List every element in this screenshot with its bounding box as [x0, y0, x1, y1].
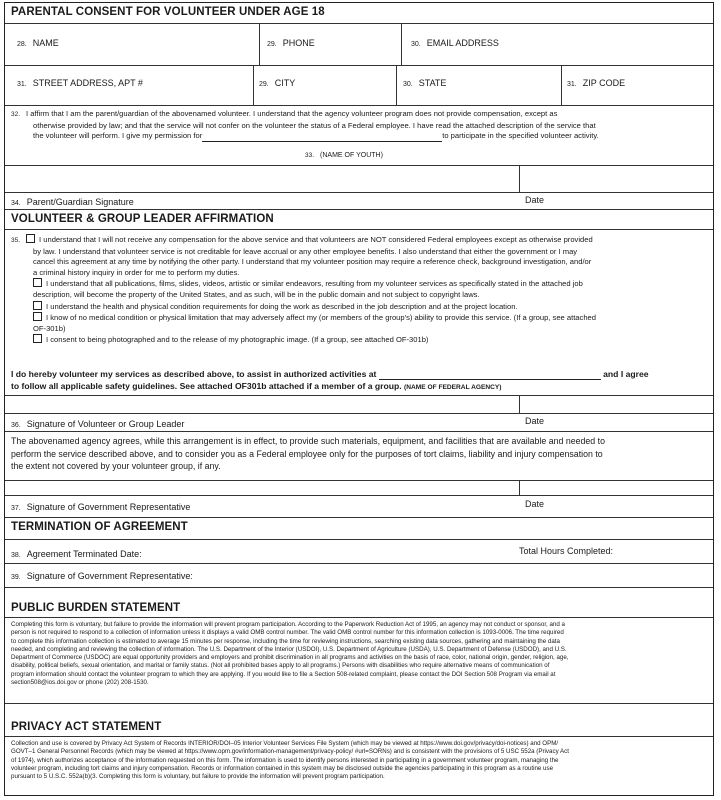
medical-checkbox[interactable] — [33, 312, 42, 321]
city-field[interactable]: 29. CITY — [259, 78, 296, 88]
phone-field[interactable]: 29. PHONE — [267, 38, 315, 48]
divider — [5, 736, 713, 737]
divider — [519, 165, 520, 192]
divider — [5, 495, 713, 496]
compensation-checkbox[interactable] — [26, 234, 35, 243]
terminated-date-field[interactable]: 38. Agreement Terminated Date: — [11, 549, 142, 559]
parent-signature-date[interactable]: Date — [525, 195, 545, 205]
divider — [5, 431, 713, 432]
agency-agreement: The abovenamed agency agrees, while this arrangement is in effect, to provide such materials, equipment, and facilities that are available and needed to perform the service described above, and to consider you as a Federal employee only for the purposes of tort claims, liability and injury compensation to the extent not covered by your volunteer group, if any. — [11, 436, 605, 471]
volunteer-affirmation-title: VOLUNTEER & GROUP LEADER AFFIRMATION — [11, 213, 274, 225]
divider — [5, 192, 713, 193]
publications-checkbox[interactable] — [33, 278, 42, 287]
termination-signature-field[interactable]: 39. Signature of Government Representative: — [11, 571, 193, 581]
email-field[interactable]: 30. EMAIL ADDRESS — [411, 38, 499, 48]
consent-form — [4, 2, 714, 796]
divider — [5, 539, 713, 540]
form-title: PARENTAL CONSENT FOR VOLUNTEER UNDER AGE 18 — [11, 6, 325, 18]
divider — [5, 395, 713, 396]
youth-name-caption: 33. (NAME OF YOUTH) — [305, 152, 383, 159]
divider — [5, 703, 713, 704]
divider — [253, 65, 254, 105]
divider — [5, 587, 713, 588]
termination-title: TERMINATION OF AGREEMENT — [11, 521, 188, 533]
government-rep-signature-date[interactable]: Date — [525, 499, 545, 509]
street-address-field[interactable]: 31. STREET ADDRESS, APT # — [17, 78, 143, 88]
divider — [561, 65, 562, 105]
public-burden-title: PUBLIC BURDEN STATEMENT — [11, 602, 181, 614]
divider — [5, 65, 713, 66]
divider — [5, 209, 713, 210]
parent-signature-field[interactable]: 34. Parent/Guardian Signature — [11, 197, 134, 207]
divider — [5, 480, 713, 481]
volunteer-signature-date[interactable]: Date — [525, 416, 545, 426]
youth-name-input[interactable] — [202, 132, 442, 142]
divider — [396, 65, 397, 105]
volunteer-statements: 35. I understand that I will not receive any compensation for the above service and that volunteers are NOT considered Federal employees except as otherwise provided by law. I understand that volunteer service is not creditable for leave accrual or any other employee benefits. I also understand that either the government or I may cancel this agreement at any time by notifying the other party. I understand that my volunteer position may require a reference check, background investigation, and/or a criminal history inquiry in order for me to perform my duties. I understand that all publications, films, slides, videos, artistic or similar endeavors, resulting from my volunteer services as specifically stated in the attached job description, will become the property of the United States, and as such, will be in the public domain and not subject to copyright laws. I understand the health and physical condition requirements for doing the work as described in the job description and at the project location. I know of no medical condition or physical limitation that may adversely affect my (or members of the group's) ability to provide this service. (If a group, see attached OF-301b) I consent to being photographed and to the release of my photographic image. (If a group, see attached OF-301b) — [11, 235, 597, 345]
volunteer-signature-field[interactable]: 36. Signature of Volunteer or Group Leader — [11, 419, 185, 429]
divider — [519, 395, 520, 413]
divider — [5, 105, 713, 106]
divider — [401, 23, 402, 65]
federal-agency-input[interactable] — [379, 370, 601, 380]
divider — [5, 23, 713, 24]
privacy-act-title: PRIVACY ACT STATEMENT — [11, 721, 162, 733]
parent-affirmation: 32. I affirm that I am the parent/guardian of the abovenamed volunteer. I understand that the agency volunteer program does not provide compensation, except as otherwise provided by law; and that the service will not confer on the volunteer the status of a Federal employee. I have read the attached description of the service that the volunteer will perform. I give my permission for to participate in the specified volunteer activity. — [11, 109, 599, 141]
state-field[interactable]: 30. STATE — [403, 78, 447, 88]
health-checkbox[interactable] — [33, 301, 42, 310]
total-hours-field[interactable]: Total Hours Completed: — [519, 546, 614, 556]
photograph-checkbox[interactable] — [33, 334, 42, 343]
government-rep-signature-field[interactable]: 37. Signature of Government Representative — [11, 502, 191, 512]
divider — [5, 563, 713, 564]
privacy-act-text: Collection and use is covered by Privacy Act System of Records INTERIOR/DOI–05 Interior Volunteer Services File System (which may be viewed at https://www.doi.gov/privacy/doi-notices) and OPM/ GOVT–1 General Personnel Records (which may be viewed at https://www.opm.gov/information-management/privacy-policy/ #url=SORNs) and is consistent with the provisions of 5 USC 552a (Privacy Act of 1974), which authorizes acceptance of the information requested on this form. The information is used to identify persons interested in participating in a government volunteer program, managing the volunteer program, including tort claims and injury compensation. Records or information contained in this system may be disclosed outside the agencies participating in this program as a routine use pursuant to 5 U.S.C. 552a(b)(3. Completing this form is voluntary, but failure to provide the information will prevent program participation. — [11, 740, 569, 781]
volunteer-declaration: I do hereby volunteer my services as described above, to assist in authorized activities at and I agree to follow all applicable safety guidelines. See attached OF301b attached if a member of a group. (NAME OF FEDERAL AGENCY) — [11, 369, 649, 391]
divider — [5, 617, 713, 618]
divider — [259, 23, 260, 65]
name-field[interactable]: 28. NAME — [17, 38, 59, 48]
divider — [519, 480, 520, 495]
divider — [5, 413, 713, 414]
public-burden-text: Completing this form is voluntary, but failure to provide the information will prevent program participation. According to the Paperwork Reduction Act of 1995, an agency may not conduct or sponsor, and a person is not required to respond to a collection of information unless it displays a valid OMB control number. The valid OMB control number for this information collection is 1093-0006. The time required to complete this information collection is estimated to average 15 minutes per response, including the time for reviewing instructions, searching existing data sources, gathering and maintaining the data needed, and completing and reviewing the collection of information. The U.S. Department of the Interior (USDOI), U.S. Department of Agriculture (USDA), U.S. Department of Defense (USDOD), and U.S. Department of Commerce (USDOC) are equal opportunity providers and employers and prohibit discrimination in all programs and activities on the basis of race, color, national origin, gender, religion, age, disability, political beliefs, sexual orientation, and marital or family status. (Not all prohibited bases apply to all programs.) Persons with disabilities who require alternative means of communication of program information should contact the volunteer program to which they are applying. If you would like to file a Section 508-related complaint, please contact the DOI Section 508 Program via email at section508@ios.doi.gov or phone (202) 208-1530. — [11, 621, 569, 687]
divider — [5, 517, 713, 518]
divider — [5, 165, 713, 166]
zip-code-field[interactable]: 31. ZIP CODE — [567, 78, 626, 88]
divider — [5, 229, 713, 230]
